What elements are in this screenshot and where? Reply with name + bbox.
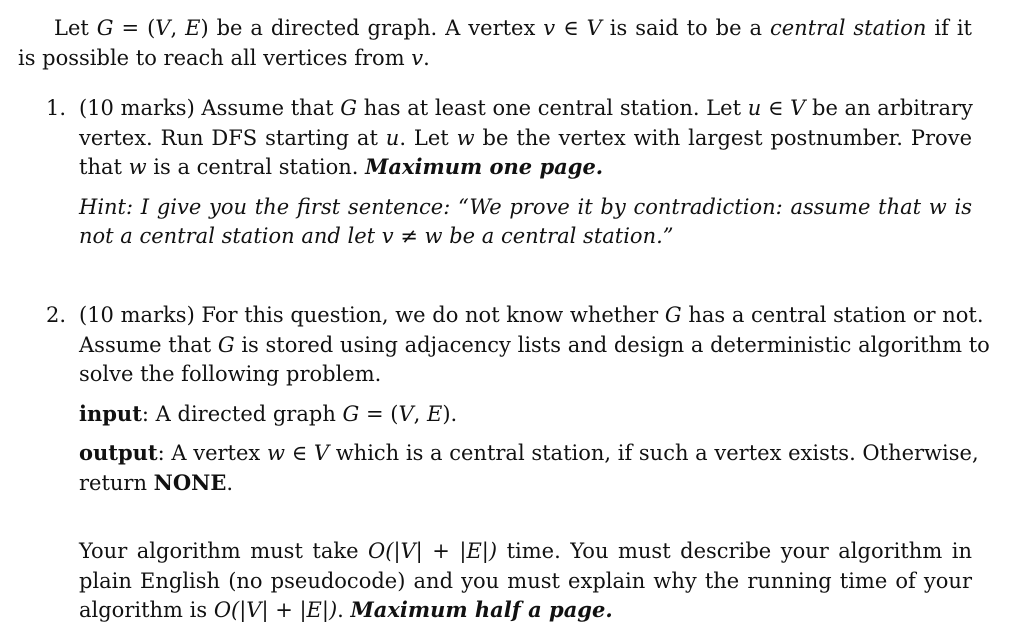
- math-V: V: [155, 16, 171, 40]
- math-V: V: [790, 96, 806, 120]
- q2-line-3: solve the following problem.: [79, 362, 382, 386]
- math-V: V: [313, 441, 330, 465]
- q2-output-return: [79, 469, 233, 497]
- math-u: u: [747, 96, 762, 120]
- q1-number: 1.: [46, 96, 67, 120]
- math-V: V: [586, 16, 602, 40]
- intro-line-1: [54, 14, 972, 42]
- q2-text: Assume that: [79, 333, 218, 357]
- math-w: w: [128, 155, 147, 179]
- math-G: G: [96, 16, 114, 40]
- intro-text: ) be a directed graph. A vertex: [200, 16, 544, 40]
- output-label: output: [79, 440, 158, 465]
- q2-line-1: [79, 301, 984, 329]
- math-E: E: [426, 402, 443, 426]
- math-u: u: [385, 126, 400, 150]
- math-G: G: [664, 303, 682, 327]
- q2-text: : A directed graph: [141, 402, 343, 426]
- intro-text: if it: [926, 16, 972, 40]
- math-G: G: [342, 402, 360, 426]
- term-central-station: central station: [769, 16, 927, 40]
- q1-line-3: [79, 153, 603, 181]
- q2-input-spec: [79, 400, 457, 428]
- q2-requirement-line-3: [79, 596, 613, 624]
- q2-text: (10 marks) For this question, we do not know whether: [79, 303, 665, 327]
- q1-text: that: [79, 155, 129, 179]
- q2-text: is stored using adjacency lists and design a deterministic algorithm to: [234, 333, 990, 357]
- math-V: V: [398, 402, 414, 426]
- intro-text: = (: [113, 16, 156, 40]
- q2-text: Your algorithm must take: [79, 539, 369, 563]
- q2-text: return: [79, 471, 154, 495]
- q1-text: be the vertex with largest postnumber. Prove: [474, 126, 972, 150]
- q2-number: 2.: [46, 303, 67, 327]
- q1-text: vertex. Run DFS starting at: [79, 126, 386, 150]
- intro-line-2: [18, 44, 430, 72]
- q1-length-limit: Maximum one page.: [365, 154, 604, 179]
- q1-text: be an arbitrary: [805, 96, 973, 120]
- math-w: w: [266, 441, 285, 465]
- q2-text: time. You must describe your algorithm in: [497, 539, 972, 563]
- intro-text: Let: [54, 16, 97, 40]
- q2-text: .: [337, 598, 351, 622]
- math-G: G: [340, 96, 358, 120]
- q1-line-1: [79, 94, 972, 122]
- q1-hint-line-1: Hint: I give you the first sentence: “We prove it by contradiction: assume that w is: [79, 195, 972, 219]
- q1-line-2: [79, 124, 972, 152]
- input-label: input: [79, 401, 142, 426]
- intro-text: .: [423, 46, 430, 70]
- math-w: w: [456, 126, 475, 150]
- q2-text: algorithm is: [79, 598, 214, 622]
- math-E: E: [185, 16, 201, 40]
- math-v: v: [411, 46, 424, 70]
- q2-requirement-line-2: plain English (no pseudocode) and you must explain why the running time of your: [79, 569, 972, 593]
- none-keyword: NONE: [153, 470, 227, 495]
- q2-text: ).: [442, 402, 458, 426]
- math-in: ∈: [555, 16, 587, 40]
- intro-text: is possible to reach all vertices from: [18, 46, 412, 70]
- q2-text: = (: [359, 402, 399, 426]
- math-complexity: O(|V| + |E|): [368, 539, 498, 563]
- math-in: ∈: [761, 96, 791, 120]
- q1-hint-line-2: not a central station and let v ≠ w be a central station.”: [79, 224, 674, 248]
- intro-text: is said to be a: [601, 16, 770, 40]
- q2-output-spec: [79, 439, 979, 467]
- q2-length-limit: Maximum half a page.: [350, 597, 613, 622]
- math-v: v: [543, 16, 556, 40]
- q2-text: .: [226, 471, 234, 495]
- intro-text: ,: [170, 16, 186, 40]
- q1-text: (10 marks) Assume that: [79, 96, 341, 120]
- math-in: ∈: [284, 441, 314, 465]
- q1-text: . Let: [399, 126, 457, 150]
- q2-requirement-line-1: [79, 537, 972, 565]
- q1-text: has at least one central station. Let: [357, 96, 748, 120]
- q2-text: ,: [413, 402, 427, 426]
- math-complexity: O(|V| + |E|): [213, 598, 338, 622]
- q1-text: is a central station.: [146, 155, 366, 179]
- q2-line-2: [79, 331, 990, 359]
- q2-text: : A vertex: [157, 441, 267, 465]
- q2-text: which is a central station, if such a vertex exists. Otherwise,: [329, 441, 979, 465]
- q2-text: has a central station or not.: [681, 303, 984, 327]
- math-G: G: [217, 333, 235, 357]
